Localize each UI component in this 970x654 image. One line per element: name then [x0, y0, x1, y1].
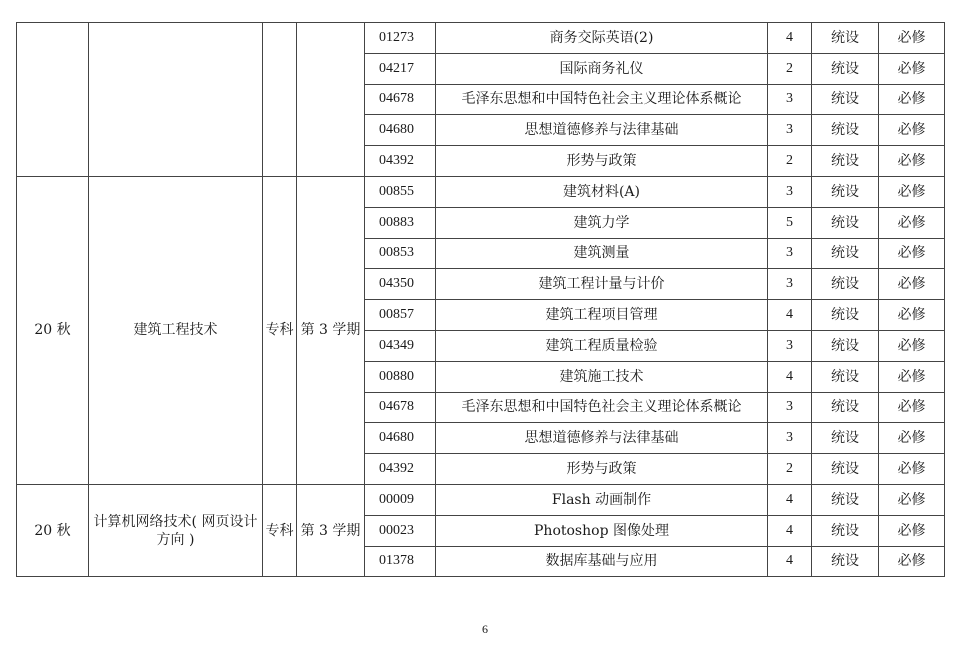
level-cell: 专科 [263, 484, 297, 576]
course-type-cell: 必修 [879, 392, 945, 423]
course-name-cell: 建筑测量 [436, 238, 768, 269]
major-cell: 计算机网络技术( 网页设计方向 ) [89, 484, 263, 576]
course-code-cell: 04680 [365, 115, 436, 146]
course-code-cell: 04350 [365, 269, 436, 300]
credits-cell: 2 [768, 53, 812, 84]
course-name-cell: 思想道德修养与法律基础 [436, 115, 768, 146]
course-schedule-table [16, 22, 945, 577]
course-name-cell: 建筑材料(A) [436, 176, 768, 207]
course-type-cell: 必修 [879, 53, 945, 84]
course-code-cell: 00853 [365, 238, 436, 269]
credits-cell: 3 [768, 423, 812, 454]
credits-cell: 4 [768, 515, 812, 546]
course-code-cell: 04680 [365, 423, 436, 454]
course-type-cell: 必修 [879, 23, 945, 54]
exam-type-cell: 统设 [812, 146, 879, 177]
course-code-cell: 01378 [365, 546, 436, 577]
major-cell: 建筑工程技术 [89, 176, 263, 484]
enrollment-cell: 20 秋 [17, 484, 89, 576]
course-type-cell: 必修 [879, 361, 945, 392]
table-row [17, 23, 945, 54]
course-name-cell: 数据库基础与应用 [436, 546, 768, 577]
course-type-cell: 必修 [879, 269, 945, 300]
course-name-cell: 建筑工程质量检验 [436, 330, 768, 361]
exam-type-cell: 统设 [812, 546, 879, 577]
table-row [17, 484, 945, 515]
course-code-cell: 00855 [365, 176, 436, 207]
course-type-cell: 必修 [879, 207, 945, 238]
course-name-cell: 思想道德修养与法律基础 [436, 423, 768, 454]
exam-type-cell: 统设 [812, 454, 879, 485]
enrollment-cell: 20 秋 [17, 176, 89, 484]
exam-type-cell: 统设 [812, 361, 879, 392]
course-name-cell: 建筑工程项目管理 [436, 300, 768, 331]
exam-type-cell: 统设 [812, 330, 879, 361]
credits-cell: 3 [768, 269, 812, 300]
credits-cell: 5 [768, 207, 812, 238]
course-code-cell: 00023 [365, 515, 436, 546]
course-name-cell: Flash 动画制作 [436, 484, 768, 515]
exam-type-cell: 统设 [812, 115, 879, 146]
exam-type-cell: 统设 [812, 423, 879, 454]
credits-cell: 3 [768, 115, 812, 146]
credits-cell: 4 [768, 361, 812, 392]
course-name-cell: 建筑力学 [436, 207, 768, 238]
semester-cell: 第 3 学期 [297, 176, 365, 484]
credits-cell: 3 [768, 176, 812, 207]
course-type-cell: 必修 [879, 423, 945, 454]
credits-cell: 3 [768, 330, 812, 361]
table-row [17, 176, 945, 207]
course-type-cell: 必修 [879, 330, 945, 361]
course-type-cell: 必修 [879, 115, 945, 146]
credits-cell: 3 [768, 84, 812, 115]
course-type-cell: 必修 [879, 546, 945, 577]
major-cell [89, 23, 263, 177]
semester-cell: 第 3 学期 [297, 484, 365, 576]
exam-type-cell: 统设 [812, 515, 879, 546]
course-code-cell: 00880 [365, 361, 436, 392]
exam-type-cell: 统设 [812, 269, 879, 300]
exam-type-cell: 统设 [812, 84, 879, 115]
course-code-cell: 00883 [365, 207, 436, 238]
course-name-cell: 建筑施工技术 [436, 361, 768, 392]
course-code-cell: 04392 [365, 146, 436, 177]
credits-cell: 4 [768, 546, 812, 577]
course-name-cell: 毛泽东思想和中国特色社会主义理论体系概论 [436, 392, 768, 423]
course-name-cell: 形势与政策 [436, 454, 768, 485]
course-code-cell: 04217 [365, 53, 436, 84]
course-name-cell: 建筑工程计量与计价 [436, 269, 768, 300]
course-name-cell: 国际商务礼仪 [436, 53, 768, 84]
course-type-cell: 必修 [879, 515, 945, 546]
level-cell: 专科 [263, 176, 297, 484]
course-code-cell: 04349 [365, 330, 436, 361]
enrollment-cell [17, 23, 89, 177]
course-type-cell: 必修 [879, 146, 945, 177]
exam-type-cell: 统设 [812, 23, 879, 54]
course-type-cell: 必修 [879, 454, 945, 485]
course-code-cell: 04392 [365, 454, 436, 485]
course-type-cell: 必修 [879, 300, 945, 331]
course-name-cell: Photoshop 图像处理 [436, 515, 768, 546]
credits-cell: 3 [768, 392, 812, 423]
credits-cell: 2 [768, 146, 812, 177]
course-code-cell: 04678 [365, 392, 436, 423]
course-type-cell: 必修 [879, 484, 945, 515]
course-name-cell: 商务交际英语(2) [436, 23, 768, 54]
semester-cell [297, 23, 365, 177]
course-code-cell: 04678 [365, 84, 436, 115]
page-number: 6 [482, 622, 488, 636]
course-code-cell: 01273 [365, 23, 436, 54]
credits-cell: 4 [768, 23, 812, 54]
exam-type-cell: 统设 [812, 176, 879, 207]
credits-cell: 3 [768, 238, 812, 269]
exam-type-cell: 统设 [812, 238, 879, 269]
level-cell [263, 23, 297, 177]
course-type-cell: 必修 [879, 84, 945, 115]
course-code-cell: 00009 [365, 484, 436, 515]
credits-cell: 4 [768, 300, 812, 331]
exam-type-cell: 统设 [812, 300, 879, 331]
course-name-cell: 毛泽东思想和中国特色社会主义理论体系概论 [436, 84, 768, 115]
exam-type-cell: 统设 [812, 484, 879, 515]
exam-type-cell: 统设 [812, 207, 879, 238]
table-body [17, 23, 945, 577]
credits-cell: 2 [768, 454, 812, 485]
exam-type-cell: 统设 [812, 392, 879, 423]
credits-cell: 4 [768, 484, 812, 515]
course-type-cell: 必修 [879, 238, 945, 269]
course-code-cell: 00857 [365, 300, 436, 331]
course-type-cell: 必修 [879, 176, 945, 207]
exam-type-cell: 统设 [812, 53, 879, 84]
course-name-cell: 形势与政策 [436, 146, 768, 177]
